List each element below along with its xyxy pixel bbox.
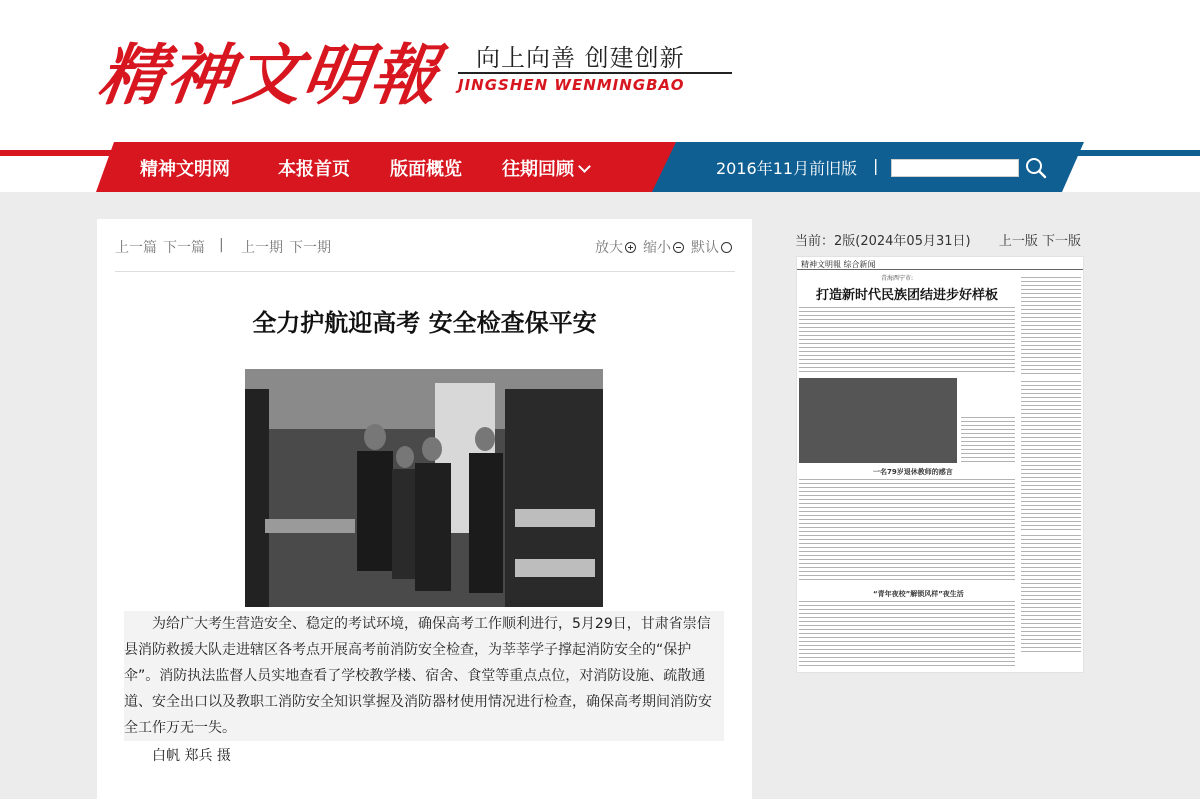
article-paragraph: 为给广大考生营造安全、稳定的考试环境，确保高考工作顺利进行，5月29日，甘肃省崇信县消防救援大队走进辖区各考点开展高考前消防安全检查，为莘莘学子撑起消防安全的“保护伞”。消防执法监督人员实地查看了学校教学楼、宿舍、食堂等重点点位，对消防设施、疏散通道、安全出口以及教职工消防安全知识掌握及消防器材使用情况进行检查，确保高考期间消防安全工作万无一失。: [124, 611, 724, 741]
article-panel: [97, 219, 752, 799]
next-page-link[interactable]: 下一版: [1041, 234, 1081, 249]
nav-separator: |: [873, 156, 879, 175]
next-issue-link[interactable]: 下一期: [289, 240, 331, 256]
search-button[interactable]: [1024, 156, 1048, 180]
article-photo-image: [245, 369, 603, 607]
thumbnail-text-block: [799, 307, 1015, 373]
nav-item-past-issues-label: 往期回顾: [502, 159, 574, 180]
prev-page-link[interactable]: 上一版: [998, 234, 1038, 249]
search-icon: [1024, 156, 1048, 180]
zoom-out-button[interactable]: [643, 237, 684, 257]
zoom-in-button[interactable]: [595, 237, 636, 257]
thumbnail-headline: 打造新时代民族团结进步好样板: [815, 288, 998, 303]
thumbnail-caption-bottom: “青年夜校”解锁风样”夜生活: [873, 590, 964, 598]
nav-item-page-overview[interactable]: 版面概览: [390, 159, 462, 180]
photo-credit: 白帆 郑兵 摄: [152, 748, 231, 764]
nav-item-jingshen-wenming-wang[interactable]: 精神文明网: [140, 159, 230, 180]
newspaper-logo-pinyin: JINGSHEN WENMINGBAO: [458, 76, 685, 94]
search-input[interactable]: [891, 159, 1019, 177]
minus-circle-icon: [673, 242, 684, 253]
zoom-in-label: 放大: [595, 240, 623, 256]
nav-item-home[interactable]: 本报首页: [278, 159, 350, 180]
article-body: [124, 611, 724, 769]
current-page-label: 当前：2版(2024年05月31日): [795, 234, 971, 249]
article-toolbar: [115, 237, 735, 257]
thumbnail-text-block: [1021, 535, 1081, 655]
article-title: 全力护航迎高考 安全检查保平安: [252, 309, 597, 337]
masthead: [0, 0, 1200, 150]
plus-circle-icon: [625, 242, 636, 253]
prev-issue-link[interactable]: 上一期: [241, 240, 283, 256]
chevron-down-icon: [578, 160, 591, 173]
circle-icon: [721, 242, 732, 253]
zoom-out-label: 缩小: [643, 240, 671, 256]
page-info: [795, 230, 1081, 249]
thumbnail-text-block: [799, 479, 1015, 583]
prev-article-link[interactable]: 上一篇: [115, 240, 157, 256]
thumbnail-text-block: [1021, 277, 1081, 377]
page-nav: [999, 230, 1081, 249]
toolbar-divider: [115, 271, 735, 272]
thumbnail-rule: [797, 269, 1084, 270]
thumbnail-kicker: 青海西宁市:: [881, 275, 914, 282]
thumbnail-text-block: [1021, 381, 1081, 531]
thumbnail-caption-middle: 一名79岁退休教师的感言: [873, 468, 953, 476]
zoom-default-button[interactable]: [691, 237, 732, 257]
thumbnail-masthead: 精神文明報 综合新闻: [801, 260, 876, 269]
toolbar-separator: |: [219, 237, 224, 253]
newspaper-logo[interactable]: 精神文明報: [93, 36, 445, 114]
thumbnail-photo: [799, 378, 957, 463]
old-edition-link[interactable]: 2016年11月前旧版: [716, 159, 858, 178]
page-thumbnail[interactable]: [796, 256, 1084, 673]
next-article-link[interactable]: 下一篇: [163, 240, 205, 256]
nav-item-past-issues[interactable]: [502, 155, 589, 181]
logo-divider: [458, 72, 732, 74]
zoom-default-label: 默认: [691, 240, 719, 256]
thumbnail-text-block: [799, 601, 1015, 669]
main-nav: [96, 142, 1084, 192]
article-photo: [245, 369, 603, 607]
slogan: 向上向善 创建创新: [476, 44, 685, 72]
thumbnail-text-block: [961, 417, 1015, 463]
